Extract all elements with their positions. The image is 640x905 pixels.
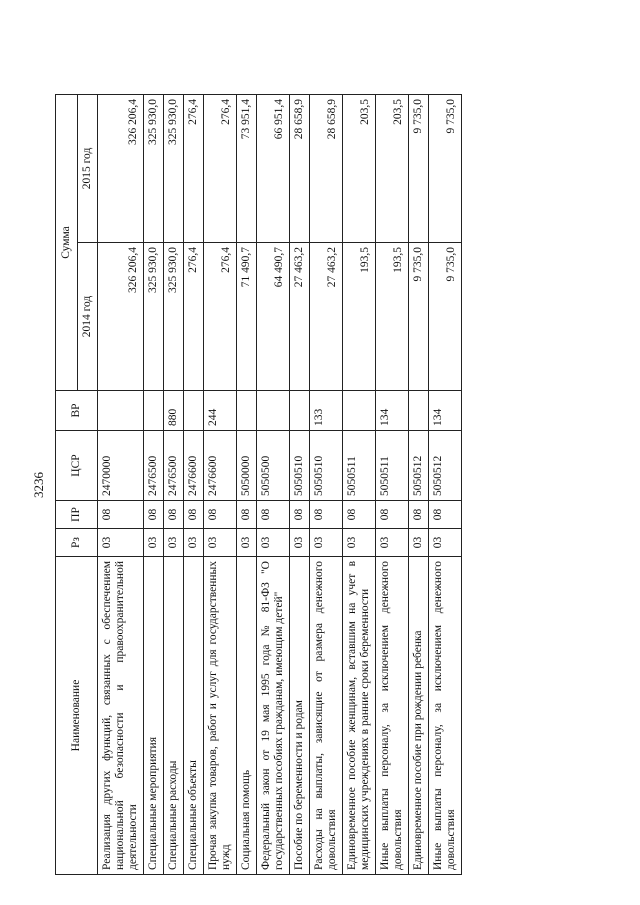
header-pr: ПР: [56, 501, 98, 529]
header-vr: ВР: [56, 391, 98, 431]
header-2015: 2015 год: [78, 94, 98, 242]
header-sum: Сумма: [56, 94, 78, 390]
cell-name: Специальные объекты: [184, 557, 204, 875]
cell-pr: 08: [376, 501, 409, 529]
cell-name: Единовременное пособие при рождении ребенка: [409, 557, 429, 875]
cell-2014: 64 490,7: [257, 243, 290, 391]
header-csr: ЦСР: [56, 431, 98, 501]
cell-pr: 08: [290, 501, 310, 529]
cell-rz: 03: [98, 529, 144, 557]
cell-name: Иные выплаты персоналу, за исключением денежного довольствия: [376, 557, 409, 875]
cell-2015: 28 658,9: [310, 94, 343, 242]
page-number: 3236: [31, 472, 46, 498]
cell-2014: 325 930,0: [144, 243, 164, 391]
table-row: [164, 94, 184, 874]
cell-vr: [290, 391, 310, 431]
cell-2014: 71 490,7: [237, 243, 257, 391]
cell-csr: 5050511: [343, 431, 376, 501]
cell-2014: 193,5: [343, 243, 376, 391]
table-row: [290, 94, 310, 874]
table-row: [237, 94, 257, 874]
table-row: [429, 94, 462, 874]
cell-vr: 134: [429, 391, 462, 431]
cell-vr: [98, 391, 144, 431]
cell-vr: [257, 391, 290, 431]
cell-csr: 5050511: [376, 431, 409, 501]
cell-name: Единовременное пособие женщинам, вставшим на учет в медицинских учреждениях в ранние сроки беременности: [343, 557, 376, 875]
cell-2014: 9 735,0: [409, 243, 429, 391]
cell-csr: 5050510: [290, 431, 310, 501]
cell-vr: [409, 391, 429, 431]
cell-name: Реализация других функций, связанных с обеспечением национальной безопасности и правоохранительной деятельности: [98, 557, 144, 875]
cell-rz: 03: [343, 529, 376, 557]
cell-csr: 2470000: [98, 431, 144, 501]
cell-2015: 326 206,4: [98, 94, 144, 242]
cell-csr: 5050512: [429, 431, 462, 501]
cell-2015: 276,4: [184, 94, 204, 242]
table-row: [343, 94, 376, 874]
cell-pr: 08: [184, 501, 204, 529]
cell-2015: 325 930,0: [144, 94, 164, 242]
table-row: [98, 94, 144, 874]
cell-pr: 08: [409, 501, 429, 529]
cell-rz: 03: [290, 529, 310, 557]
cell-2014: 326 206,4: [98, 243, 144, 391]
cell-name: Специальные мероприятия: [144, 557, 164, 875]
cell-rz: 03: [184, 529, 204, 557]
cell-2015: 9 735,0: [409, 94, 429, 242]
cell-csr: 5050500: [257, 431, 290, 501]
cell-name: Прочая закупка товаров, работ и услуг для государственных нужд: [204, 557, 237, 875]
cell-2014: 9 735,0: [429, 243, 462, 391]
cell-vr: [184, 391, 204, 431]
cell-csr: 5050510: [310, 431, 343, 501]
cell-csr: 2476500: [164, 431, 184, 501]
cell-2015: 203,5: [376, 94, 409, 242]
budget-table: [55, 94, 462, 875]
table-row: [376, 94, 409, 874]
cell-pr: 08: [164, 501, 184, 529]
cell-vr: 133: [310, 391, 343, 431]
cell-name: Иные выплаты персоналу, за исключением денежного довольствия: [429, 557, 462, 875]
cell-csr: 5050000: [237, 431, 257, 501]
cell-csr: 2476500: [144, 431, 164, 501]
cell-pr: 08: [257, 501, 290, 529]
cell-csr: 2476600: [184, 431, 204, 501]
cell-rz: 03: [310, 529, 343, 557]
cell-name: Пособие по беременности и родам: [290, 557, 310, 875]
cell-vr: [343, 391, 376, 431]
cell-vr: 880: [164, 391, 184, 431]
cell-2014: 276,4: [204, 243, 237, 391]
cell-rz: 03: [429, 529, 462, 557]
cell-vr: 134: [376, 391, 409, 431]
cell-2014: 325 930,0: [164, 243, 184, 391]
cell-rz: 03: [376, 529, 409, 557]
cell-rz: 03: [144, 529, 164, 557]
cell-name: Специальные расходы: [164, 557, 184, 875]
header-2014: 2014 год: [78, 243, 98, 391]
cell-2015: 9 735,0: [429, 94, 462, 242]
cell-rz: 03: [257, 529, 290, 557]
table-row: [310, 94, 343, 874]
cell-2014: 276,4: [184, 243, 204, 391]
cell-2015: 73 951,4: [237, 94, 257, 242]
table-row: [204, 94, 237, 874]
table-body: [98, 94, 462, 874]
cell-2015: 28 658,9: [290, 94, 310, 242]
cell-name: Социальная помощь: [237, 557, 257, 875]
cell-pr: 08: [237, 501, 257, 529]
cell-name: Федеральный закон от 19 мая 1995 года № 81-ФЗ "О государственных пособиях гражданам, имеющим детей": [257, 557, 290, 875]
cell-2015: 276,4: [204, 94, 237, 242]
table-row: [409, 94, 429, 874]
cell-rz: 03: [204, 529, 237, 557]
table-row: [257, 94, 290, 874]
cell-2014: 27 463,2: [310, 243, 343, 391]
cell-rz: 03: [409, 529, 429, 557]
cell-2014: 193,5: [376, 243, 409, 391]
table-row: [144, 94, 164, 874]
cell-pr: 08: [310, 501, 343, 529]
header-name: Наименование: [56, 557, 98, 875]
cell-rz: 03: [237, 529, 257, 557]
cell-2015: 203,5: [343, 94, 376, 242]
header-rz: Рз: [56, 529, 98, 557]
cell-2014: 27 463,2: [290, 243, 310, 391]
cell-vr: [144, 391, 164, 431]
cell-pr: 08: [429, 501, 462, 529]
cell-name: Расходы на выплаты, зависящие от размера денежного довольствия: [310, 557, 343, 875]
cell-pr: 08: [343, 501, 376, 529]
cell-vr: [237, 391, 257, 431]
cell-pr: 08: [98, 501, 144, 529]
cell-2015: 325 930,0: [164, 94, 184, 242]
cell-rz: 03: [164, 529, 184, 557]
cell-csr: 5050512: [409, 431, 429, 501]
cell-csr: 2476600: [204, 431, 237, 501]
rotated-page-content: [31, 95, 615, 875]
table-row: [184, 94, 204, 874]
cell-vr: 244: [204, 391, 237, 431]
cell-2015: 66 951,4: [257, 94, 290, 242]
cell-pr: 08: [204, 501, 237, 529]
cell-pr: 08: [144, 501, 164, 529]
